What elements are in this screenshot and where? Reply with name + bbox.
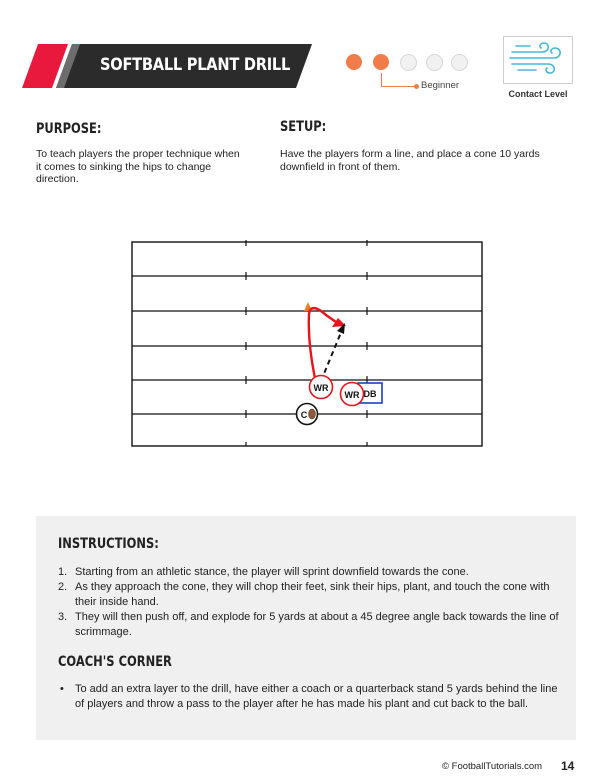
coaches-corner-item	[58, 682, 558, 711]
page-title: SOFTBALL PLANT DRILL	[100, 55, 291, 75]
instruction-step	[58, 565, 570, 580]
difficulty-dot-filled	[346, 54, 362, 70]
step-text: Starting from an athletic stance, the player will sprint downfield towards the cone.	[75, 566, 469, 578]
step-text: As they approach the cone, they will chop their feet, sink their hips, plant, and touch the cone with their inside hand.	[75, 581, 550, 608]
setup-text: Have the players form a line, and place a cone 10 yards downfield in front of them.	[280, 148, 540, 173]
step-text: They will then push off, and explode for 5 yards at about a 45 degree angle back towards the line of scrimmage.	[75, 611, 559, 638]
step-number: 2.	[58, 581, 68, 593]
instructions-heading: INSTRUCTIONS:	[58, 536, 159, 552]
setup-heading: SETUP:	[280, 119, 327, 135]
wr-runner-label: WR	[313, 383, 329, 393]
contact-level-label: Contact Level	[508, 89, 568, 99]
coaches-corner-heading: COACH'S CORNER	[58, 654, 172, 670]
step-number: 1.	[58, 566, 68, 578]
title-banner	[22, 44, 312, 88]
db-label: DB	[363, 389, 377, 399]
difficulty-dot-filled	[373, 54, 389, 70]
wind-icon	[504, 37, 572, 83]
difficulty-label: Beginner	[421, 80, 460, 91]
contact-level-box	[503, 36, 573, 84]
page-number: 14	[561, 759, 575, 773]
coaches-corner-text: To add an extra layer to the drill, have either a coach or a quarterback stand 5 yards behind the line of players and throw a pass to the player after he has made his plant and cut back to the ball.	[75, 683, 558, 710]
level-connector	[381, 73, 382, 87]
football-icon	[309, 409, 316, 419]
difficulty-dot-empty	[426, 54, 443, 71]
coaches-corner-list	[58, 682, 558, 711]
level-marker	[414, 84, 419, 89]
instruction-step	[58, 580, 570, 610]
instruction-step	[58, 610, 570, 640]
bullet-icon: •	[60, 683, 64, 695]
difficulty-dot-empty	[400, 54, 417, 71]
footer-site: © FootballTutorials.com	[442, 761, 543, 772]
purpose-heading: PURPOSE:	[36, 121, 102, 137]
level-connector	[381, 86, 417, 87]
instructions-list	[58, 565, 570, 640]
step-number: 3.	[58, 611, 68, 623]
drill-diagram	[130, 240, 484, 450]
purpose-text: To teach players the proper technique when it comes to sinking the hips to change direction.	[36, 148, 240, 185]
center-label: C	[300, 410, 308, 420]
wr-label: WR	[344, 390, 360, 400]
difficulty-dot-empty	[451, 54, 468, 71]
